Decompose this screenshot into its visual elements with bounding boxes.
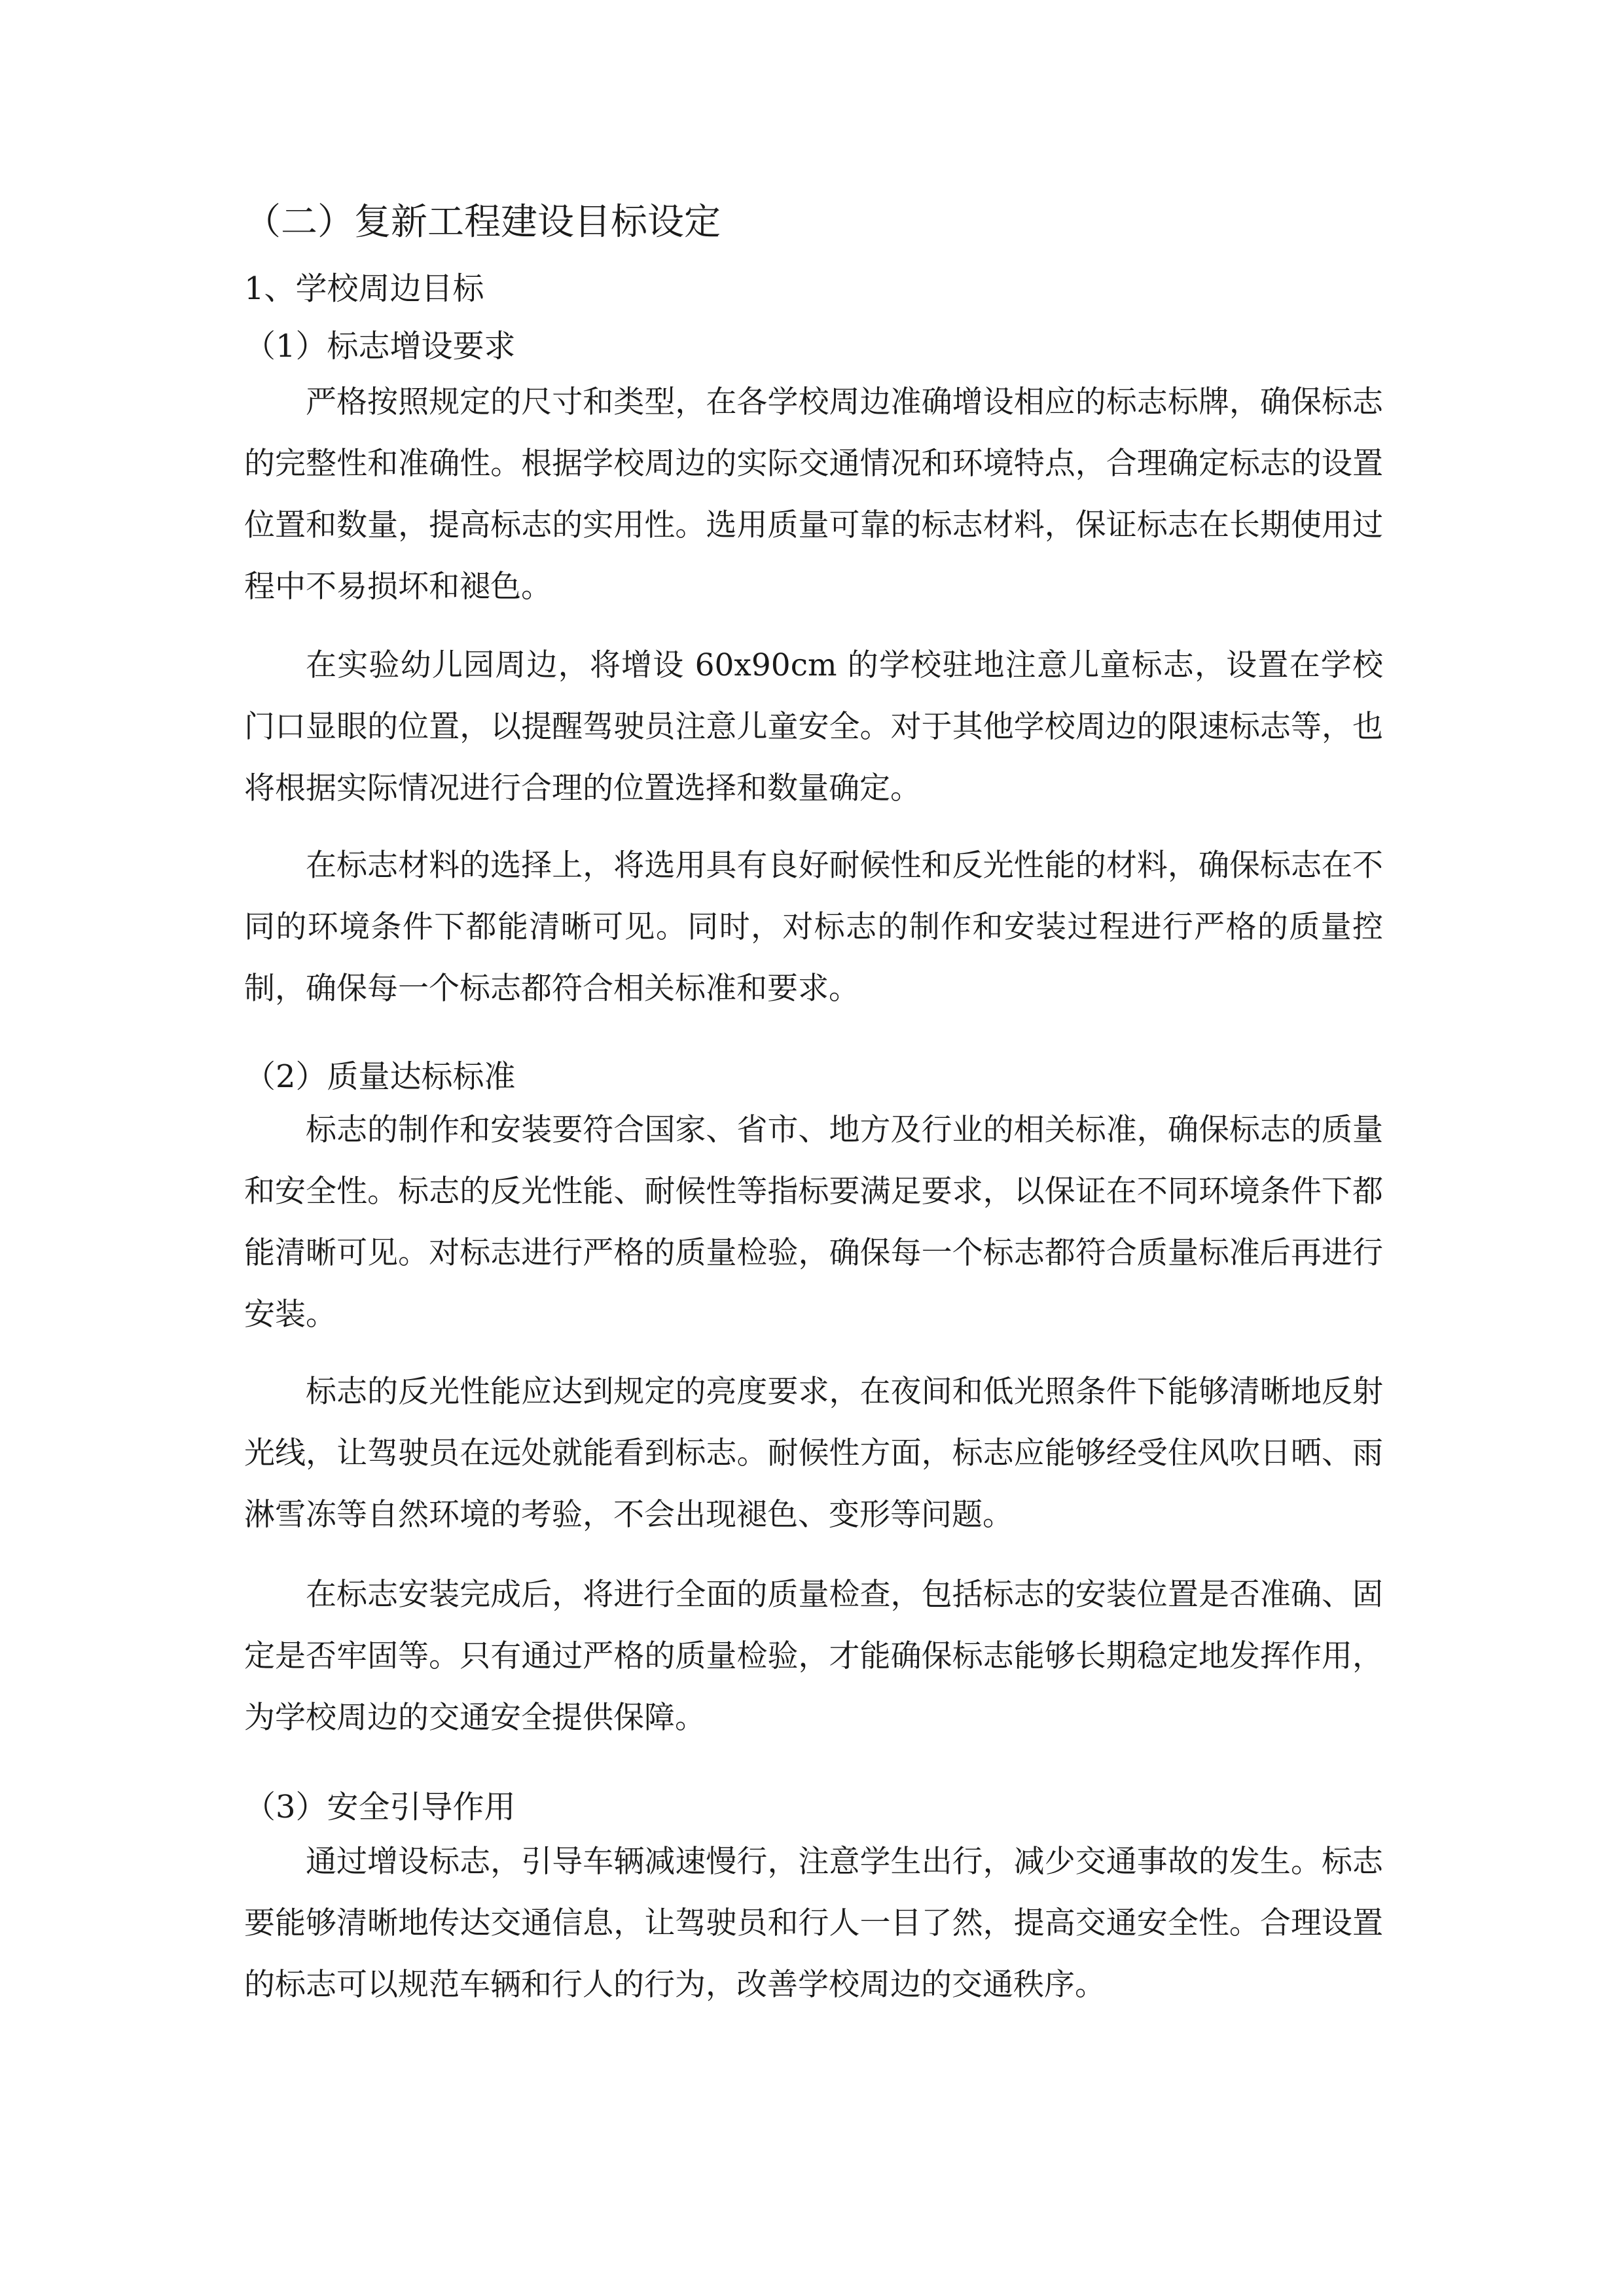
part-1-paragraph-3: 在标志材料的选择上，将选用具有良好耐候性和反光性能的材料，确保标志在不同的环境条件下都能清晰可见。同时，对标志的制作和安装过程进行严格的质量控制，确保每一个标志都符合相关标准和要求。: [244, 848, 1383, 1007]
part-2-paragraph-3: 在标志安装完成后，将进行全面的质量检查，包括标志的安装位置是否准确、固定是否牢固等。只有通过严格的质量检验，才能确保标志能够长期稳定地发挥作用，为学校周边的交通安全提供保障。: [244, 1577, 1383, 1736]
part-1-paragraph-2: 在实验幼儿园周边，将增设 60x90cm 的学校驻地注意儿童标志，设置在学校门口显眼的位置，以提醒驾驶员注意儿童安全。对于其他学校周边的限速标志等，也将根据实际情况进行合理的位置选择和数量确定。: [244, 647, 1383, 806]
section-title: （二）复新工程建设目标设定: [244, 201, 721, 243]
part-2-paragraph-1: 标志的制作和安装要符合国家、省市、地方及行业的相关标准，确保标志的质量和安全性。标志的反光性能、耐候性等指标要满足要求，以保证在不同环境条件下都能清晰可见。对标志进行严格的质量检验，确保每一个标志都符合质量标准后再进行安装。: [244, 1112, 1383, 1333]
part-1-heading: （1）标志增设要求: [244, 328, 516, 365]
part-3-heading: （3）安全引导作用: [244, 1789, 516, 1825]
part-3-paragraph-1: 通过增设标志，引导车辆减速慢行，注意学生出行，减少交通事故的发生。标志要能够清晰地传达交通信息，让驾驶员和行人一目了然，提高交通安全性。合理设置的标志可以规范车辆和行人的行为，改善学校周边的交通秩序。: [244, 1844, 1383, 2003]
part-1-paragraph-1: 严格按照规定的尺寸和类型，在各学校周边准确增设相应的标志标牌，确保标志的完整性和准确性。根据学校周边的实际交通情况和环境特点，合理确定标志的设置位置和数量，提高标志的实用性。选用质量可靠的标志材料，保证标志在长期使用过程中不易损坏和褪色。: [244, 384, 1383, 605]
part-2-paragraph-2: 标志的反光性能应达到规定的亮度要求，在夜间和低光照条件下能够清晰地反射光线，让驾驶员在远处就能看到标志。耐候性方面，标志应能够经受住风吹日晒、雨淋雪冻等自然环境的考验，不会出现褪色、变形等问题。: [244, 1374, 1383, 1533]
part-2-heading: （2）质量达标标准: [244, 1058, 516, 1095]
subsection-title: 1、学校周边目标: [244, 270, 484, 307]
